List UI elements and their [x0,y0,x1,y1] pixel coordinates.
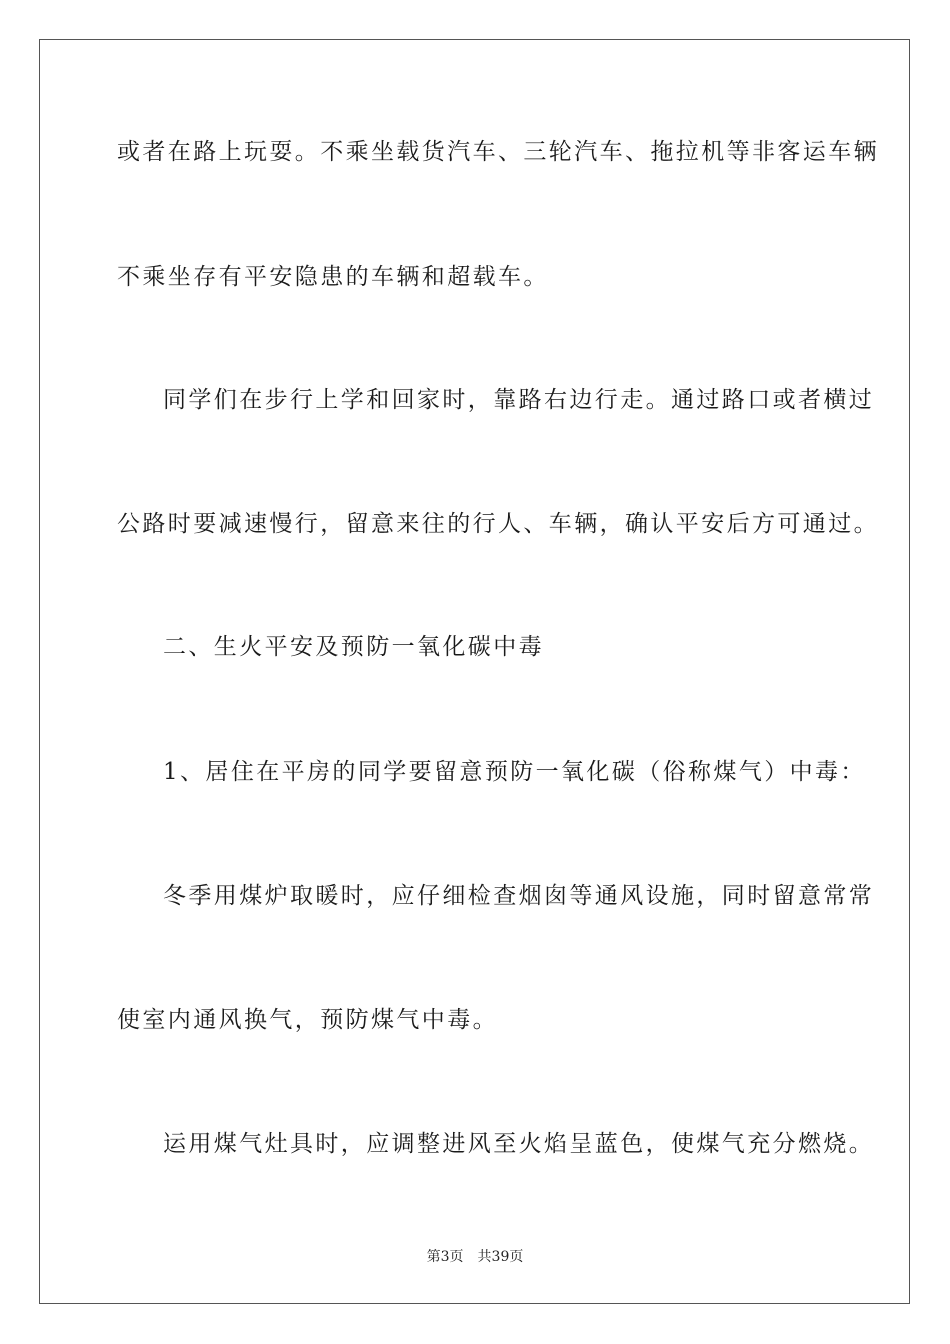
page-border [39,39,910,1304]
list-item-heading: 1、居住在平房的同学要留意预防一氧化碳（俗称煤气）中毒： [163,759,866,785]
text-line: 使室内通风换气，预防煤气中毒。 [117,1007,498,1033]
page-total: 共39页 [477,1249,524,1265]
paragraph-start-line: 运用煤气灶具时，应调整进风至火焰呈蓝色，使煤气充分燃烧。 [163,1131,875,1157]
section-heading: 二、生火平安及预防一氧化碳中毒 [163,634,544,660]
page-number: 第3页 [426,1249,464,1265]
paragraph-start-line: 同学们在步行上学和回家时，靠路右边行走。通过路口或者横过 [163,387,875,413]
page-footer [0,1248,950,1266]
text-line: 不乘坐存有平安隐患的车辆和超载车。 [117,264,549,290]
text-line: 或者在路上玩耍。不乘坐载货汽车、三轮汽车、拖拉机等非客运车辆 [117,139,879,165]
paragraph-start-line: 冬季用煤炉取暖时，应仔细检查烟囱等通风设施，同时留意常常 [163,883,875,909]
text-line: 公路时要减速慢行，留意来往的行人、车辆，确认平安后方可通过。 [117,511,879,537]
